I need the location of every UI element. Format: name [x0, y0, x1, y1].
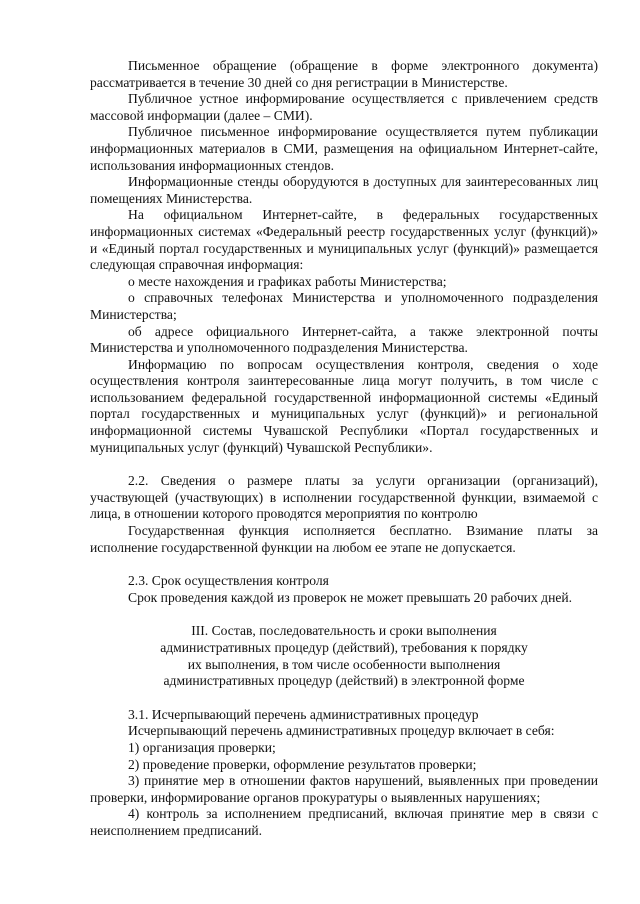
chapter-3-heading: [90, 623, 598, 689]
spacer: [90, 606, 598, 623]
paragraph-written-appeal: Письменное обращение (обращение в форме электронного документа) рассматривается в течение 30 дней со дня регистрации в Министерстве.: [90, 58, 598, 90]
section-2-2-title: 2.2. Сведения о размере платы за услуги организации (организаций), участвующей (участвующих) в исполнении государственной функции, взимаемой с лица, в отношении которого проводятся мероприятия по контролю: [90, 473, 598, 522]
paragraph-website-info: На официальном Интернет-сайте, в федеральных государственных информационных системах «Федеральный реестр государственных услуг (функций)» и «Единый портал государственных и муниципальных услуг (функций)» размещается следующая справочная информация:: [90, 207, 598, 273]
section-2-3-text: Срок проведения каждой из проверок не может превышать 20 рабочих дней.: [128, 589, 573, 605]
list-item: 3) принятие мер в отношении фактов нарушений, выявленных при проведении проверки, информирование органов прокуратуры о выявленных нарушениях;: [90, 773, 598, 805]
spacer: [90, 456, 598, 473]
paragraph-info-stands: Информационные стенды оборудуются в доступных для заинтересованных лиц помещениях Министерства.: [90, 174, 598, 206]
chapter-3-line: III. Состав, последовательность и сроки выполнения: [191, 623, 497, 639]
procedure-list: [90, 740, 598, 840]
list-item: 4) контроль за исполнением предписаний, включая принятие мер в связи с неисполнением предписаний.: [90, 806, 598, 838]
chapter-3-line: административных процедур (действий), требования к порядку: [160, 640, 528, 655]
paragraph-phone-numbers: о справочных телефонах Министерства и уполномоченного подразделения Министерства;: [90, 290, 598, 322]
paragraph-public-written-info: Публичное письменное информирование осуществляется путем публикации информационных материалов в СМИ, размещения на официальном Интернет-сайте, использования информационных стендов.: [90, 124, 598, 173]
list-item: 1) организация проверки;: [128, 739, 276, 755]
chapter-3-line: их выполнения, в том числе особенности выполнения: [187, 656, 501, 672]
paragraph-location-schedule: о месте нахождения и графиках работы Министерства;: [128, 273, 447, 289]
section-2-2-text: Государственная функция исполняется бесплатно. Взимание платы за исполнение государственной функции на любом ее этапе не допускается.: [90, 523, 598, 555]
list-item: 2) проведение проверки, оформление результатов проверки;: [128, 756, 477, 772]
section-3-1-intro: Исчерпывающий перечень административных процедур включает в себя:: [128, 723, 555, 739]
spacer: [90, 556, 598, 573]
chapter-3-line: административных процедур (действий) в электронной форме: [163, 673, 525, 689]
spacer: [90, 690, 598, 707]
paragraph-website-email: об адресе официального Интернет-сайта, а также электронной почты Министерства и уполномоченного подразделения Министерства.: [90, 323, 598, 356]
section-3-1-title: 3.1. Исчерпывающий перечень административных процедур: [128, 706, 479, 722]
paragraph-control-info: Информацию по вопросам осуществления контроля, сведения о ходе осуществления контроля заинтересованные лица могут получить, в том числе с использованием федеральной государственной информационной системы «Единый портал государственных и муниципальных услуг (функций)» и региональной информационной системы Чувашской Республики «Портал государственных и муниципальных услуг (функций) Чувашской Республики».: [90, 356, 598, 455]
section-2-3-title: 2.3. Срок осуществления контроля: [128, 573, 329, 589]
paragraph-public-oral-info: Публичное устное информирование осуществляется с привлечением средств массовой информации (далее – СМИ).: [90, 91, 598, 123]
